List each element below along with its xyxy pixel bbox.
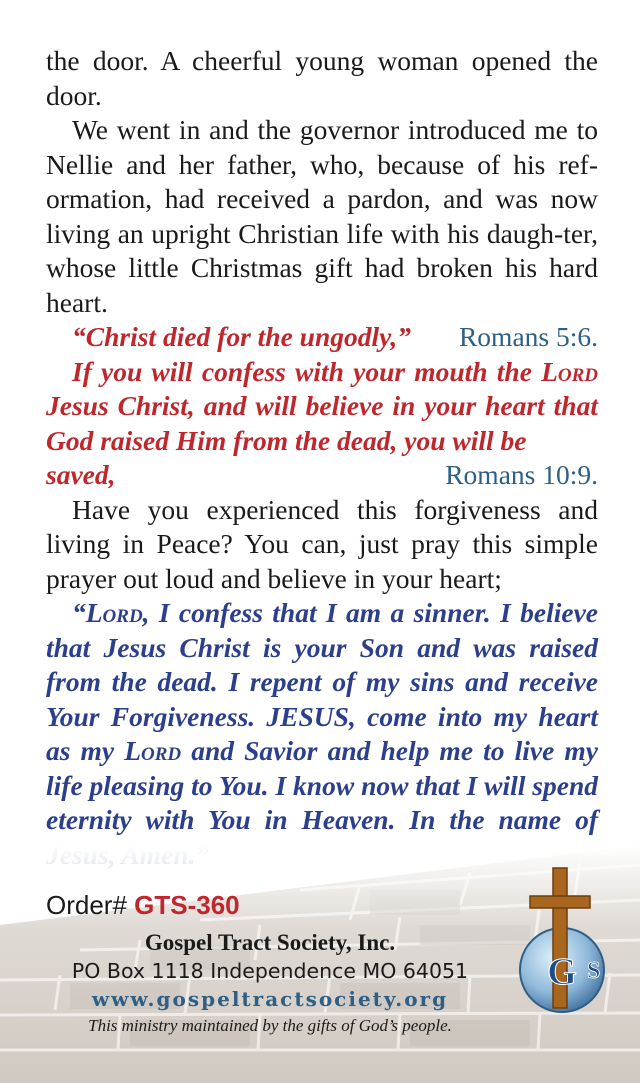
verse-text: “Christ died for the ungodly,” [72,321,411,352]
org-name: Gospel Tract Society, Inc. [144,930,396,955]
paragraph-door: the door. A cheerful young woman opened the door. [46,45,598,111]
lord-word: Lord [541,355,598,387]
org-tagline: This ministry maintained by the gifts of God’s people. [88,1016,452,1035]
quote-mark: “ [72,597,86,628]
paragraph-forgiveness: Have you experienced this forgiveness and living in Peace? You can, just pray this simple prayer out loud and believe in your heart; [46,493,598,594]
verse-romans-10-9-end [46,458,598,493]
verse-text-cont: Jesus Christ, and will believe in your heart that God raised Him from the dead, you will be [46,390,598,456]
verse-end-text: saved, [46,459,116,490]
svg-text:G: G [547,951,577,993]
verse-text: If you will confess with your mouth the [72,355,542,387]
verse-reference: Romans 10:9. [445,459,598,490]
svg-text:S: S [587,958,601,984]
order-label: Order# [46,890,127,920]
verse-romans-10-9 [46,355,598,459]
lord-word: Lord [85,597,143,628]
salvation-prayer [46,596,598,872]
gts-logo-icon [502,860,622,1020]
prayer-text-end: and Savior and help me to live my life pleasing to You. I know now that I will spend eternity with You in Heaven. In the name of [46,735,598,835]
verse-reference: Romans 5:6. [458,321,598,352]
order-code: GTS-360 [134,890,240,920]
order-number [46,890,240,921]
verse-romans-5-6 [46,320,598,355]
lord-word: Lord [124,735,182,766]
prayer-text: , I confess that I am a sinner. I believe that Jesus Christ is your Son and was raised from the dead. I repent of my sins and receive Your Forgiveness. JESUS, come into my heart as my [46,597,598,766]
org-address: PO Box 1118 Independence MO 64051 [71,959,469,983]
paragraph-governor: We went in and the governor introduced me to Nellie and her father, who, because of his ref-ormation, had received a pardon, and was now living an upright Christian life with his daugh-ter, whose little Christmas gift had broken his hard heart. [46,114,598,318]
tract-body [46,44,598,872]
org-website[interactable]: www.gospeltractsociety.org [91,987,449,1011]
